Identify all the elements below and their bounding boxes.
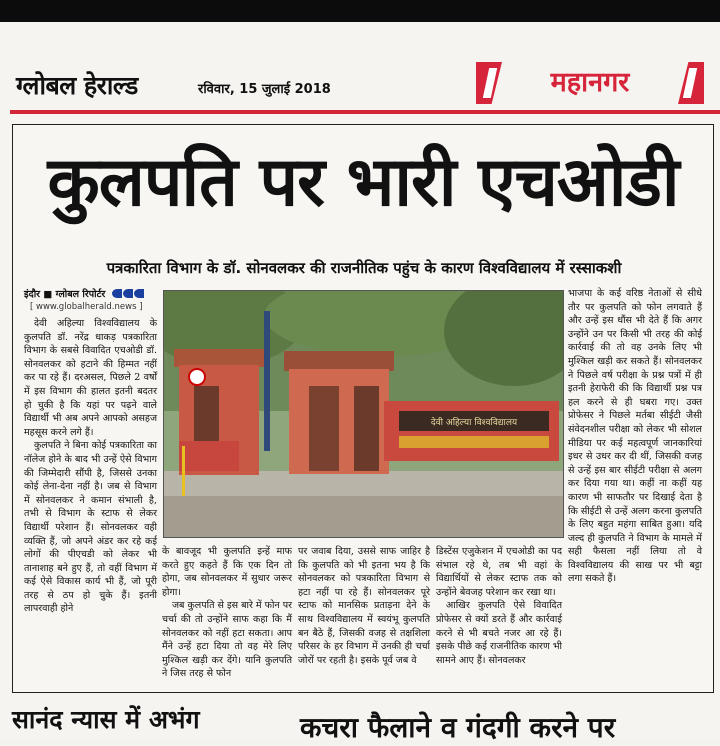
newspaper-brand: ग्लोबल हेराल्ड bbox=[16, 71, 138, 100]
paragraph: डिस्टेंस एजुकेशन में एचओडी का पद संभाल रहे थे, तब भी वहां के विद्यार्थियों से लेकर स्टाफ तक को उन्होंने बेवजह परेशान कर रखा था। bbox=[436, 546, 562, 598]
byline-text: इंदौर ■ ग्लोबल रिपोर्टर bbox=[24, 289, 106, 300]
article-column-1 bbox=[24, 317, 157, 687]
article-subhead: पत्रकारिता विभाग के डॉ. सोनवलकर की राजनीतिक पहुंच के कारण विश्वविद्यालय में रस्साकशी bbox=[106, 259, 622, 277]
paragraph: जब कुलपति से इस बारे में फोन पर चर्चा की तो उन्होंने साफ कहा कि मैं सोनवलकर को नहीं हटा सकता। आप मैंने उन्हें हटा दिया तो वह मेरे लिए मुश्किल खड़ी कर देंगे। यानि कुलपति ने जिस तरह से फोन bbox=[162, 600, 292, 680]
screen-top-bar bbox=[0, 0, 720, 22]
article-column-2 bbox=[162, 545, 292, 681]
section-label: महानगर bbox=[550, 67, 630, 98]
article-photo bbox=[163, 290, 564, 538]
paragraph: के बावजूद भी कुलपति इन्हें माफ करते हुए कहते हैं कि एक दिन तो होगा, जब सोनवलकर में सुधार जरूर होगा। bbox=[162, 546, 292, 598]
paragraph: देवी अहिल्या विश्वविद्यालय के कुलपति डॉ. नरेंद्र धाकड़ पत्रकारिता विभाग के सबसे विवादित एचओडी डॉ. सोनवलकर को हटाने की हिम्मत नहीं कर पा रहे हैं। दरअसल, पिछले 2 वर्षों में इस विभाग की हालत इतनी बदतर हो चुकी है कि यहां पर पढ़ने वाले विद्यार्थी भी अब अपने आपको असहज महसूस करने लगे हैं। bbox=[24, 318, 157, 438]
next-headline-right: कचरा फैलाने व गंदगी करने पर bbox=[300, 711, 616, 744]
article-column-5 bbox=[568, 287, 702, 687]
section-banner-left-ornament bbox=[476, 62, 502, 104]
issue-date: रविवार, 15 जुलाई 2018 bbox=[198, 82, 331, 97]
section-banner bbox=[476, 62, 704, 104]
section-banner-right-ornament bbox=[678, 62, 704, 104]
article-headline: कुलपति पर भारी एचओडी bbox=[47, 143, 679, 222]
paragraph: पर जवाब दिया, उससे साफ जाहिर है कि कुलपति को भी इतना भय है कि सोनवलकर को पत्रकारिता विभाग से हटा नहीं पा रहे हैं। सोनवलकर पूरे स्टाफ को मानसिक प्रताड़ना देने के साथ विश्वविद्यालय में स्वयंभू कुलपति बन बैठे हैं, जिसकी वजह से तक्षशिला परिसर के हर विभाग में उनकी ही चर्चा जोरों पर रहती है। इसके पूर्व जब वे bbox=[298, 546, 430, 666]
byline-arrows-icon bbox=[112, 289, 145, 301]
paragraph: आखिर कुलपति ऐसे विवादित प्रोफेसर से क्यों डरते हैं और कार्रवाई करने से भी बचते नजर आ रहे हैं। इसके पीछे कई राजनीतिक कारण भी सामने आए हैं। सोनवलकर bbox=[436, 600, 562, 666]
article-column-3 bbox=[298, 545, 430, 667]
source-url: [ www.globalherald.news ] bbox=[30, 302, 143, 312]
gate-sign-text: देवी अहिल्या विश्वविद्यालय bbox=[430, 418, 518, 428]
paragraph: कुलपति ने बिना कोई पत्रकारिता का नॉलेज होने के बाद भी उन्हें ऐसे विभाग की जिम्मेदारी सौंपी है, जिससे उनका कोई लेना-देना नहीं है। जब से विभाग में सोनवलकर ने कमान संभाली है, तभी से विभाग के स्टाफ से लेकर विद्यार्थी परेशान हैं। सोनवलकर वही व्यक्ति हैं, जो अपने अंडर कर रहे कई लोगों की पीएचडी को लेकर भी तानाशाह बने हुए हैं, तो वहीं विभाग में कई ऐसे विकास कार्य भी हैं, जो पूरी तरह से ठप हो चुके हैं। इतनी लापरवाही होने bbox=[24, 440, 157, 615]
byline bbox=[24, 287, 145, 301]
university-gate-photo bbox=[164, 291, 563, 537]
masthead-rule bbox=[10, 110, 720, 114]
next-headline-left: सानंद न्यास में अभंग bbox=[12, 705, 200, 734]
article-column-4 bbox=[436, 545, 562, 667]
paragraph: भाजपा के कई वरिष्ठ नेताओं से सीधे तौर पर कुलपति को फोन लगवाते हैं और उन्हें इस धौंस भी देते हैं कि अगर उन्होंने उन पर किसी भी तरह की कोई कार्रवाई की तो वह उनके लिए भी मुश्किल खड़ी कर सकते हैं। सोनवलकर ने पिछले वर्ष परीक्षा के प्रश्न पत्रों में ही इतनी हेराफेरी की कि विद्यार्थी प्रश्न पत्र हल करने से ही घबरा गए। उक्त प्रोफेसर ने पिछले मर्तबा सीईटी जैसी संवेदनशील परीक्षा को लेकर भी सोशल मीडिया पर कई महत्वपूर्ण जानकारियां इधर से उधर कर दी थीं, जिसकी वजह से उन्हें इस बार सीईटी परीक्षा से अलग कर दिया गया था। कहीं ना कहीं यह कारण भी साफतौर पर दिखाई देता है कि सीईटी से उन्हें अलग करना कुलपति के लिए बहुत महंगा साबित हुआ। यदि जल्द ही कुलपति ने विभाग के मामले में सही फैसला नहीं लिया तो वे विश्वविद्यालय की साख पर भी बट्टा लगा सकते हैं। bbox=[568, 288, 702, 585]
masthead bbox=[10, 40, 716, 98]
